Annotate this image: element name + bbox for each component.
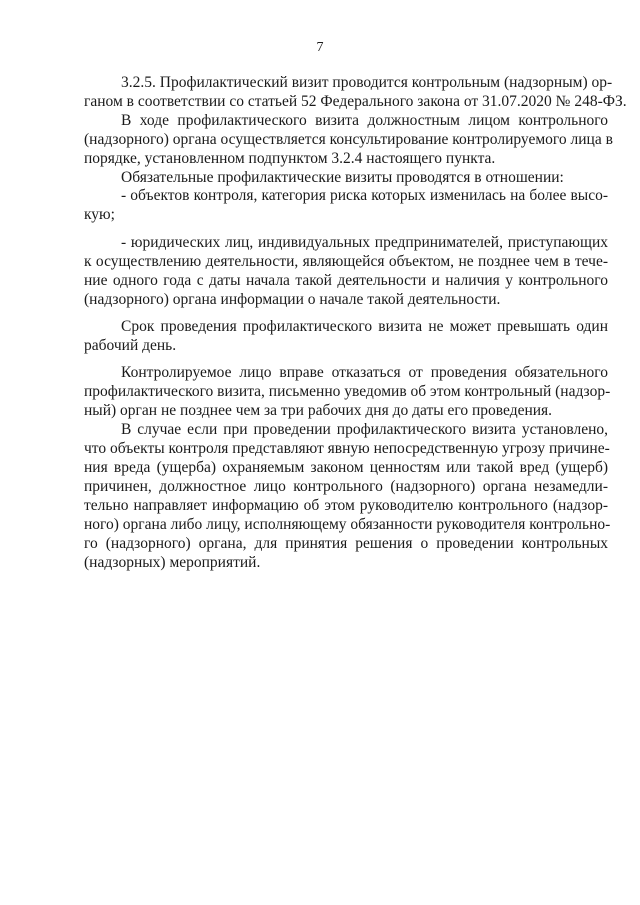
text-line: тельно направляет информацию об этом руководителю контрольного (надзор- bbox=[84, 497, 608, 514]
text-line: кую; bbox=[84, 206, 115, 223]
text-line: что объекты контроля представляют явную непосредственную угрозу причине- bbox=[84, 440, 610, 457]
text-line: (надзорного) органа информации о начале такой деятельности. bbox=[84, 291, 501, 308]
text-line: Контролируемое лицо вправе отказаться от проведения обязательного bbox=[121, 364, 608, 381]
text-line: (надзорного) органа осуществляется консультирование контролируемого лица в bbox=[84, 131, 613, 148]
text-line: - объектов контроля, категория риска которых изменилась на более высо- bbox=[121, 187, 608, 204]
text-line: ганом в соответствии со статьей 52 Федерального закона от 31.07.2020 № 248-ФЗ. bbox=[84, 93, 627, 110]
text-line: ния вреда (ущерба) охраняемым законом ценностям или такой вред (ущерб) bbox=[84, 459, 608, 476]
text-line: причинен, должностное лицо контрольного (надзорного) органа незамедли- bbox=[84, 478, 608, 495]
text-line: В ходе профилактического визита должностным лицом контрольного bbox=[121, 112, 608, 129]
text-line: го (надзорного) органа, для принятия решения о проведении контрольных bbox=[84, 535, 608, 552]
text-line: ный) орган не позднее чем за три рабочих дня до даты его проведения. bbox=[84, 402, 553, 419]
text-line: Обязательные профилактические визиты проводятся в отношении: bbox=[121, 169, 564, 186]
page-number: 7 bbox=[316, 40, 324, 55]
text-line: ного) органа либо лицу, исполняющему обязанности руководителя контрольно- bbox=[84, 516, 611, 533]
text-line: профилактического визита, письменно уведомив об этом контрольный (надзор- bbox=[84, 383, 611, 400]
text-line: В случае если при проведении профилактического визита установлено, bbox=[121, 421, 608, 438]
text-line: - юридических лиц, индивидуальных предпринимателей, приступающих bbox=[121, 234, 608, 251]
text-line: Срок проведения профилактического визита не может превышать один bbox=[121, 318, 608, 335]
text-line: порядке, установленном подпунктом 3.2.4 настоящего пункта. bbox=[84, 150, 496, 167]
text-line: 3.2.5. Профилактический визит проводится контрольным (надзорным) ор- bbox=[121, 74, 613, 91]
text-line: рабочий день. bbox=[84, 337, 177, 354]
text-line: к осуществлению деятельности, являющейся объектом, не позднее чем в тече- bbox=[84, 253, 608, 270]
text-line: (надзорных) мероприятий. bbox=[84, 554, 261, 571]
text-line: ние одного года с даты начала такой деятельности и наличия у контрольного bbox=[84, 272, 608, 289]
